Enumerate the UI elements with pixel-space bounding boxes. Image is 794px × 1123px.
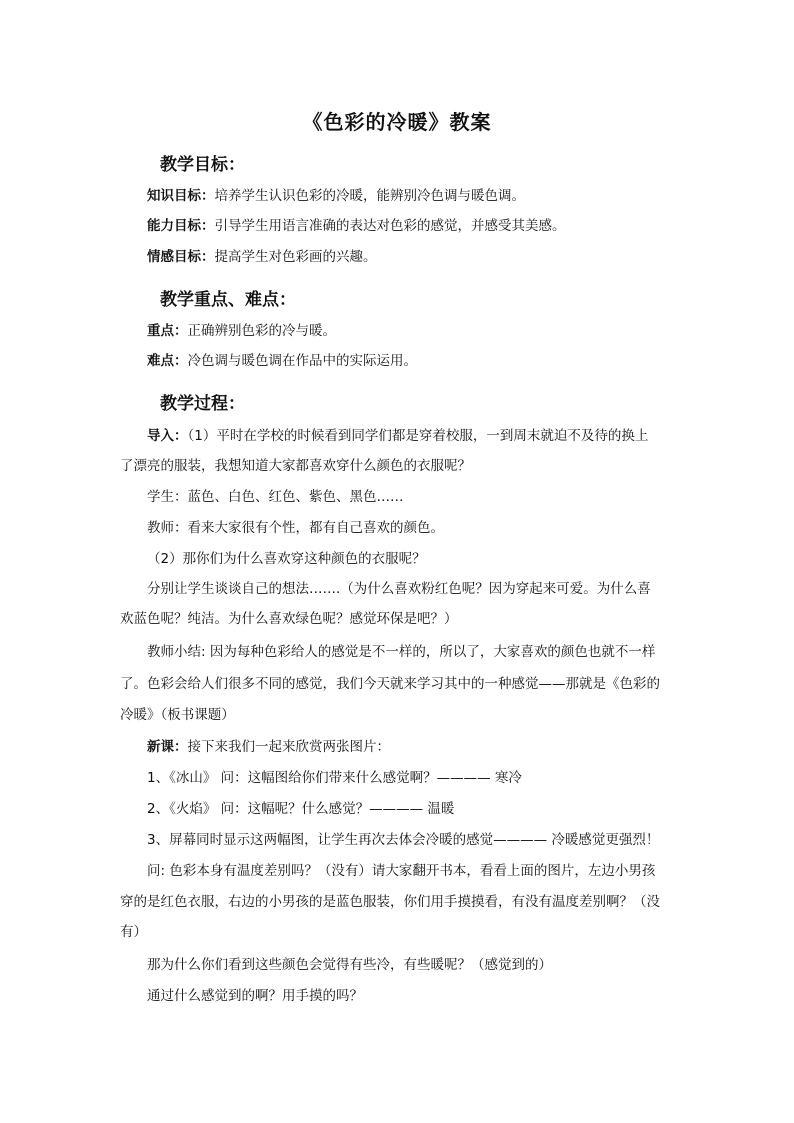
teacher-remark: 教师：看来大家很有个性，都有自己喜欢的颜色。	[147, 520, 444, 536]
question-2: （2）那你们为什么喜欢穿这种颜色的衣服呢？	[147, 551, 426, 567]
goal-ability-text: 引导学生用语言准确的表达对色彩的感觉，并感受其美感。	[214, 218, 566, 234]
difficult-point-text: 冷色调与暖色调在作品中的实际运用。	[187, 353, 417, 369]
student-answer: 学生：蓝色、白色、红色、紫色、黑色……	[147, 489, 404, 505]
heading-teaching-process: 教学过程：	[160, 394, 245, 414]
goal-ability-label: 能力目标：	[147, 218, 215, 234]
summary-line-3: 冷暖》（板书课题）	[120, 707, 235, 723]
key-point-label: 重点：	[147, 323, 188, 339]
difficult-point-label: 难点：	[147, 353, 188, 369]
goal-emotion-text: 提高学生对色彩画的兴趣。	[214, 249, 377, 265]
ask-line-1: 问: 色彩本身有温度差别吗？（没有）请大家翻开书本，看看上面的图片，左边小男孩	[147, 863, 656, 879]
new-lesson-label: 新课：	[147, 739, 188, 755]
intro-text-1: （1）平时在学校的时候看到同学们都是穿着校服，一到周末就迫不及待的换上	[187, 428, 649, 444]
new-item-3: 3、屏幕同时显示这两幅图，让学生再次去体会冷暖的感觉———— 冷暖感觉更强烈！	[147, 832, 660, 848]
new-item-1: 1、《冰山》 问：这幅图给你们带来什么感觉啊？———— 寒冷	[147, 770, 522, 786]
new-item-2: 2、《火焰》 问：这幅呢？什么感觉？———— 温暖	[147, 801, 455, 817]
goal-knowledge-label: 知识目标：	[147, 188, 215, 204]
key-point-text: 正确辨别色彩的冷与暖。	[187, 323, 336, 339]
heading-key-points: 教学重点、难点：	[160, 290, 296, 310]
goal-knowledge-text: 培养学生认识色彩的冷暖，能辨别冷色调与暖色调。	[214, 188, 525, 204]
intro-label: 导入：	[147, 428, 188, 444]
goal-knowledge	[147, 186, 687, 206]
new-lesson-text: 接下来我们一起来欣赏两张图片：	[187, 739, 390, 755]
ask-line-3: 有）	[120, 924, 147, 940]
summary-line-1: 教师小结: 因为每种色彩给人的感觉是不一样的，所以了，大家喜欢的颜色也就不一样	[147, 644, 656, 660]
goal-emotion	[147, 247, 687, 267]
why-question: 那为什么你们看到这些颜色会觉得有些冷，有些暖呢？（感觉到的）	[147, 957, 552, 973]
difficult-point	[147, 351, 687, 371]
key-point	[147, 321, 687, 341]
heading-teaching-goals: 教学目标：	[160, 155, 245, 175]
discuss-line-1: 分别让学生谈谈自己的想法…….（为什么喜欢粉红色呢？因为穿起来可爱。为什么喜	[147, 581, 651, 597]
intro-text-2: 了漂亮的服装，我想知道大家都喜欢穿什么颜色的衣服呢？	[120, 458, 471, 474]
how-question: 通过什么感觉到的啊？用手摸的吗？	[147, 988, 363, 1004]
document-title: 《色彩的冷暖》教案	[302, 110, 492, 134]
summary-line-2: 了。色彩会给人们很多不同的感觉，我们今天就来学习其中的一种感觉——那就是《色彩的	[120, 676, 660, 692]
discuss-line-2: 欢蓝色呢？纯洁。为什么喜欢绿色呢？感觉环保是吧？）	[120, 611, 458, 627]
ask-line-2: 穿的是红色衣服，右边的小男孩的是蓝色服装，你们用手摸摸看，有没有温度差别啊？（没	[120, 894, 660, 910]
new-lesson	[147, 737, 687, 757]
goal-ability	[147, 216, 687, 236]
goal-emotion-label: 情感目标：	[147, 249, 215, 265]
intro-paragraph-line-1	[147, 426, 687, 446]
